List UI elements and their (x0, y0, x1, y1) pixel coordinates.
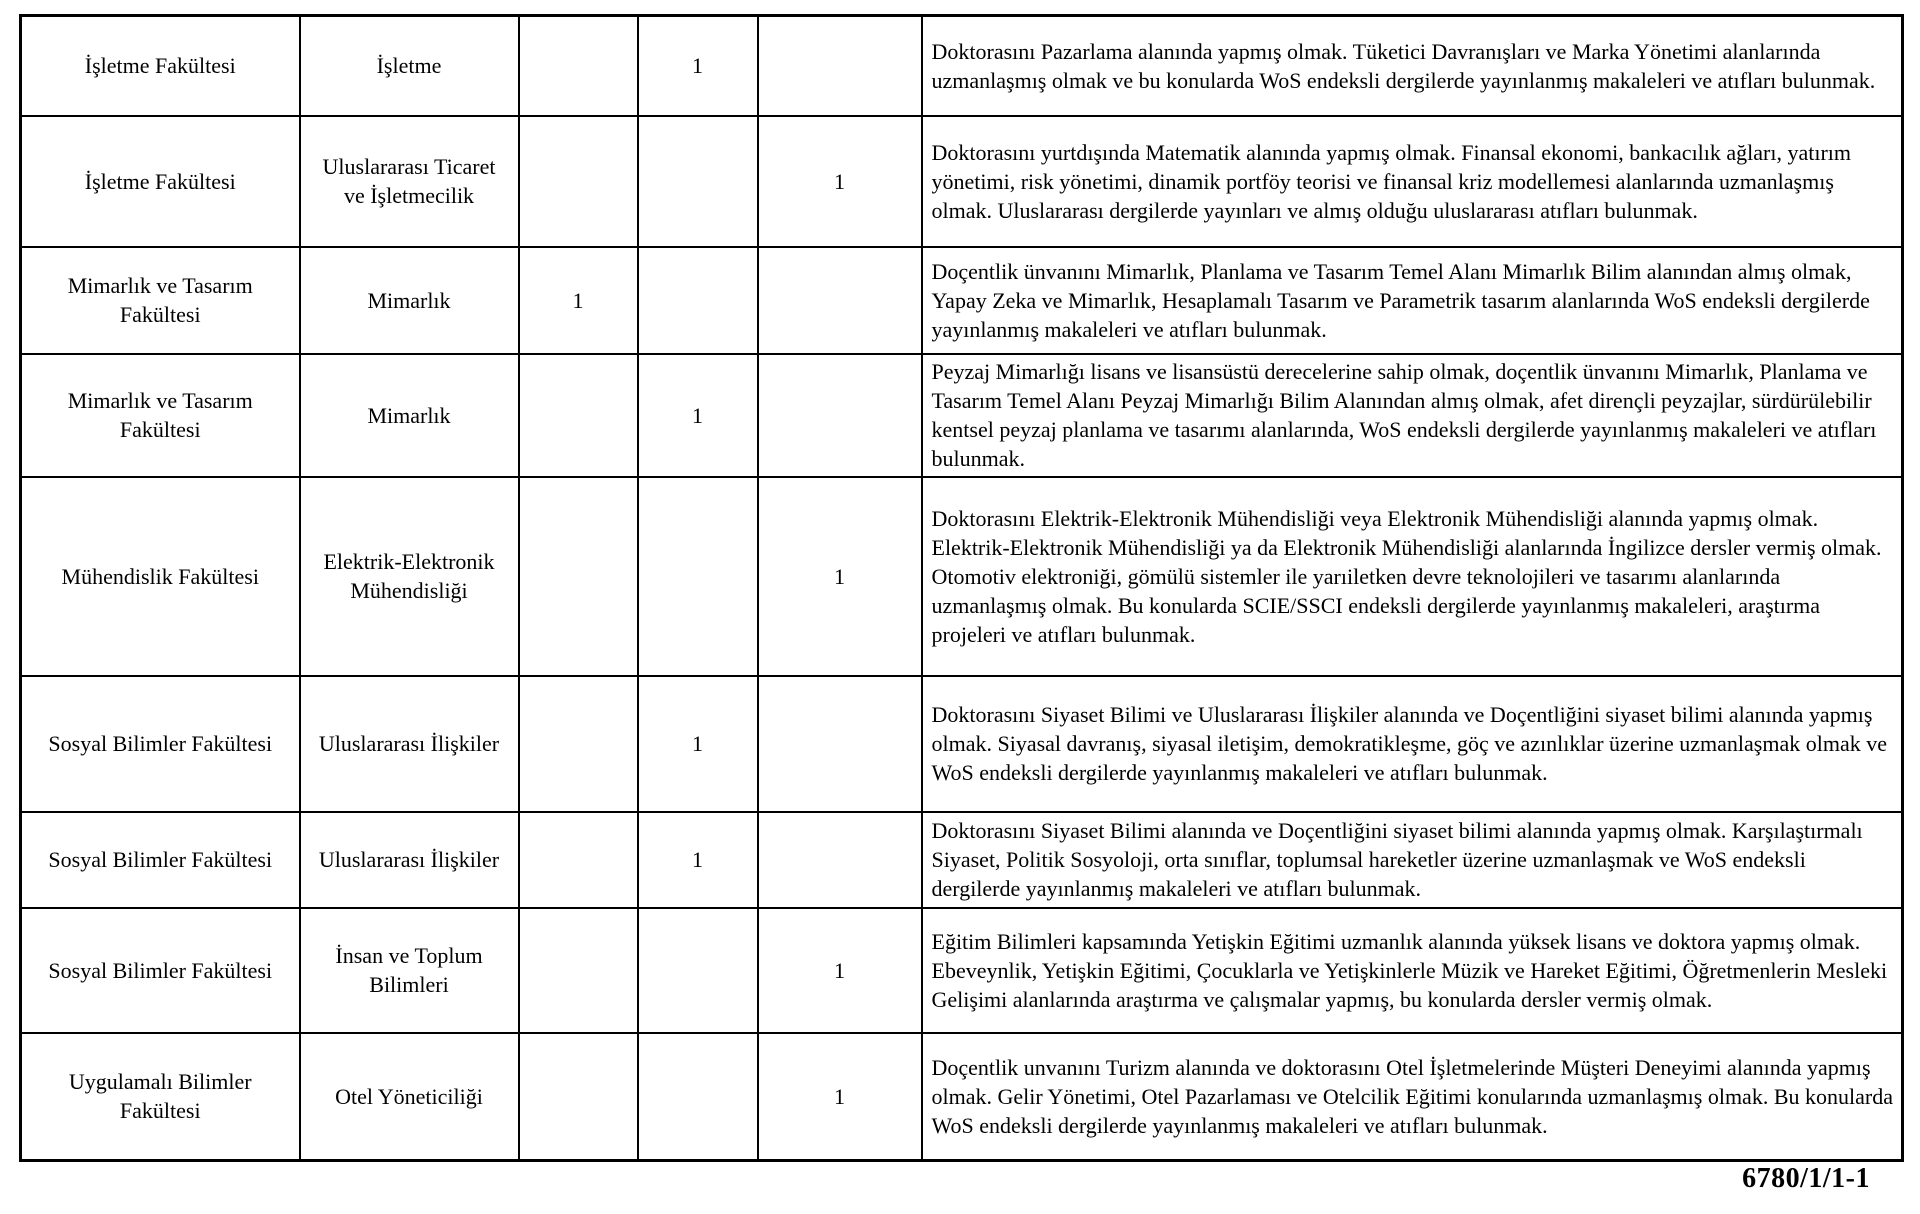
department-cell: Mimarlık (300, 247, 519, 354)
department-cell: Elektrik-Elektronik Mühendisliği (300, 477, 519, 676)
table-row (21, 354, 1903, 477)
count-cell-1 (519, 908, 638, 1033)
count-cell-3 (758, 812, 922, 908)
count-cell-3 (758, 676, 922, 812)
table-row (21, 116, 1903, 247)
department-cell: Uluslararası Ticaret ve İşletmecilik (300, 116, 519, 247)
faculty-cell: Mimarlık ve Tasarım Fakültesi (21, 247, 300, 354)
count-cell-3 (758, 16, 922, 116)
count-cell-3: 1 (758, 477, 922, 676)
count-cell-2 (638, 1033, 758, 1161)
count-cell-1: 1 (519, 247, 638, 354)
count-cell-1 (519, 16, 638, 116)
faculty-cell: Sosyal Bilimler Fakültesi (21, 908, 300, 1033)
requirements-cell: Doktorasını Siyaset Bilimi ve Uluslararası İlişkiler alanında ve Doçentliğini siyaset bilimi alanında yapmış olmak. Siyasal davranış, siyasal iletişim, demokratikleşme, göç ve azınlıklar üzerine uzmanlaşmak olmak ve WoS endeksli dergilerde yayınlanmış makaleleri ve atıfları bulunmak. (922, 676, 1903, 812)
table-row (21, 908, 1903, 1033)
faculty-cell: İşletme Fakültesi (21, 16, 300, 116)
count-cell-2: 1 (638, 354, 758, 477)
table-row (21, 1033, 1903, 1161)
count-cell-3: 1 (758, 908, 922, 1033)
count-cell-2 (638, 247, 758, 354)
count-cell-2 (638, 477, 758, 676)
count-cell-1 (519, 1033, 638, 1161)
count-cell-3 (758, 354, 922, 477)
faculty-cell: Mühendislik Fakültesi (21, 477, 300, 676)
faculty-cell: Sosyal Bilimler Fakültesi (21, 812, 300, 908)
count-cell-1 (519, 116, 638, 247)
requirements-cell: Eğitim Bilimleri kapsamında Yetişkin Eğitimi uzmanlık alanında yüksek lisans ve doktora yapmış olmak. Ebeveynlik, Yetişkin Eğitimi, Çocuklarla ve Yetişkinlerle Müzik ve Hareket Eğitimi, Öğretmenlerin Mesleki Gelişimi alanlarında araştırma ve çalışmalar yapmış, bu konularda dersler vermiş olmak. (922, 908, 1903, 1033)
count-cell-1 (519, 676, 638, 812)
requirements-cell: Doktorasını Elektrik-Elektronik Mühendisliği veya Elektronik Mühendisliği alanında yapmış olmak. Elektrik-Elektronik Mühendisliği ya da Elektronik Mühendisliği alanlarında İngilizce dersler vermiş olmak. Otomotiv elektroniği, gömülü sistemler ile yarıiletken devre teknolojileri ve tasarımı alanlarında uzmanlaşmış olmak. Bu konularda SCIE/SSCI endeksli dergilerde yayınlanmış makaleleri, araştırma projeleri ve atıfları bulunmak. (922, 477, 1903, 676)
department-cell: İşletme (300, 16, 519, 116)
page-reference-number: 6780/1/1-1 (1742, 1163, 1870, 1194)
requirements-cell: Peyzaj Mimarlığı lisans ve lisansüstü derecelerine sahip olmak, doçentlik ünvanını Mimarlık, Planlama ve Tasarım Temel Alanı Peyzaj Mimarlığı Bilim Alanından almış olmak, afet dirençli peyzajlar, sürdürülebilir kentsel peyzaj planlama ve tasarımı alanlarında, WoS endeksli dergilerde yayınlanmış makaleleri ve atıfları bulunmak. (922, 354, 1903, 477)
announcement-table (19, 14, 1904, 1162)
table-row (21, 812, 1903, 908)
count-cell-2 (638, 116, 758, 247)
count-cell-1 (519, 354, 638, 477)
count-cell-3: 1 (758, 116, 922, 247)
table-row (21, 247, 1903, 354)
requirements-cell: Doçentlik ünvanını Mimarlık, Planlama ve Tasarım Temel Alanı Mimarlık Bilim alanından almış olmak, Yapay Zeka ve Mimarlık, Hesaplamalı Tasarım ve Parametrik tasarım alanlarında WoS endeksli dergilerde yayınlanmış makaleleri ve atıfları bulunmak. (922, 247, 1903, 354)
table-row (21, 16, 1903, 116)
count-cell-2 (638, 908, 758, 1033)
faculty-cell: Sosyal Bilimler Fakültesi (21, 676, 300, 812)
count-cell-2: 1 (638, 812, 758, 908)
requirements-cell: Doktorasını Pazarlama alanında yapmış olmak. Tüketici Davranışları ve Marka Yönetimi alanlarında uzmanlaşmış olmak ve bu konularda WoS endeksli dergilerde yayınlanmış makaleleri ve atıfları bulunmak. (922, 16, 1903, 116)
department-cell: İnsan ve Toplum Bilimleri (300, 908, 519, 1033)
department-cell: Uluslararası İlişkiler (300, 812, 519, 908)
table-row (21, 676, 1903, 812)
faculty-cell: İşletme Fakültesi (21, 116, 300, 247)
faculty-cell: Mimarlık ve Tasarım Fakültesi (21, 354, 300, 477)
requirements-cell: Doktorasını yurtdışında Matematik alanında yapmış olmak. Finansal ekonomi, bankacılık ağları, yatırım yönetimi, risk yönetimi, dinamik portföy teorisi ve finansal kriz modellemesi alanlarında uzmanlaşmış olmak. Uluslararası dergilerde yayınları ve almış olduğu uluslararası atıfları bulunmak. (922, 116, 1903, 247)
department-cell: Otel Yöneticiliği (300, 1033, 519, 1161)
requirements-cell: Doktorasını Siyaset Bilimi alanında ve Doçentliğini siyaset bilimi alanında yapmış olmak. Karşılaştırmalı Siyaset, Politik Sosyoloji, orta sınıflar, toplumsal hareketler üzerine uzmanlaşmak ve WoS endeksli dergilerde yayınlanmış makaleleri ve atıfları bulunmak. (922, 812, 1903, 908)
count-cell-1 (519, 477, 638, 676)
count-cell-1 (519, 812, 638, 908)
requirements-cell: Doçentlik unvanını Turizm alanında ve doktorasını Otel İşletmelerinde Müşteri Deneyimi alanında yapmış olmak. Gelir Yönetimi, Otel Pazarlaması ve Otelcilik Eğitimi konularında uzmanlaşmış olmak. Bu konularda WoS endeksli dergilerde yayınlanmış makaleleri ve atıfları bulunmak. (922, 1033, 1903, 1161)
count-cell-2: 1 (638, 16, 758, 116)
department-cell: Mimarlık (300, 354, 519, 477)
department-cell: Uluslararası İlişkiler (300, 676, 519, 812)
count-cell-3: 1 (758, 1033, 922, 1161)
faculty-cell: Uygulamalı Bilimler Fakültesi (21, 1033, 300, 1161)
table-row (21, 477, 1903, 676)
count-cell-3 (758, 247, 922, 354)
count-cell-2: 1 (638, 676, 758, 812)
